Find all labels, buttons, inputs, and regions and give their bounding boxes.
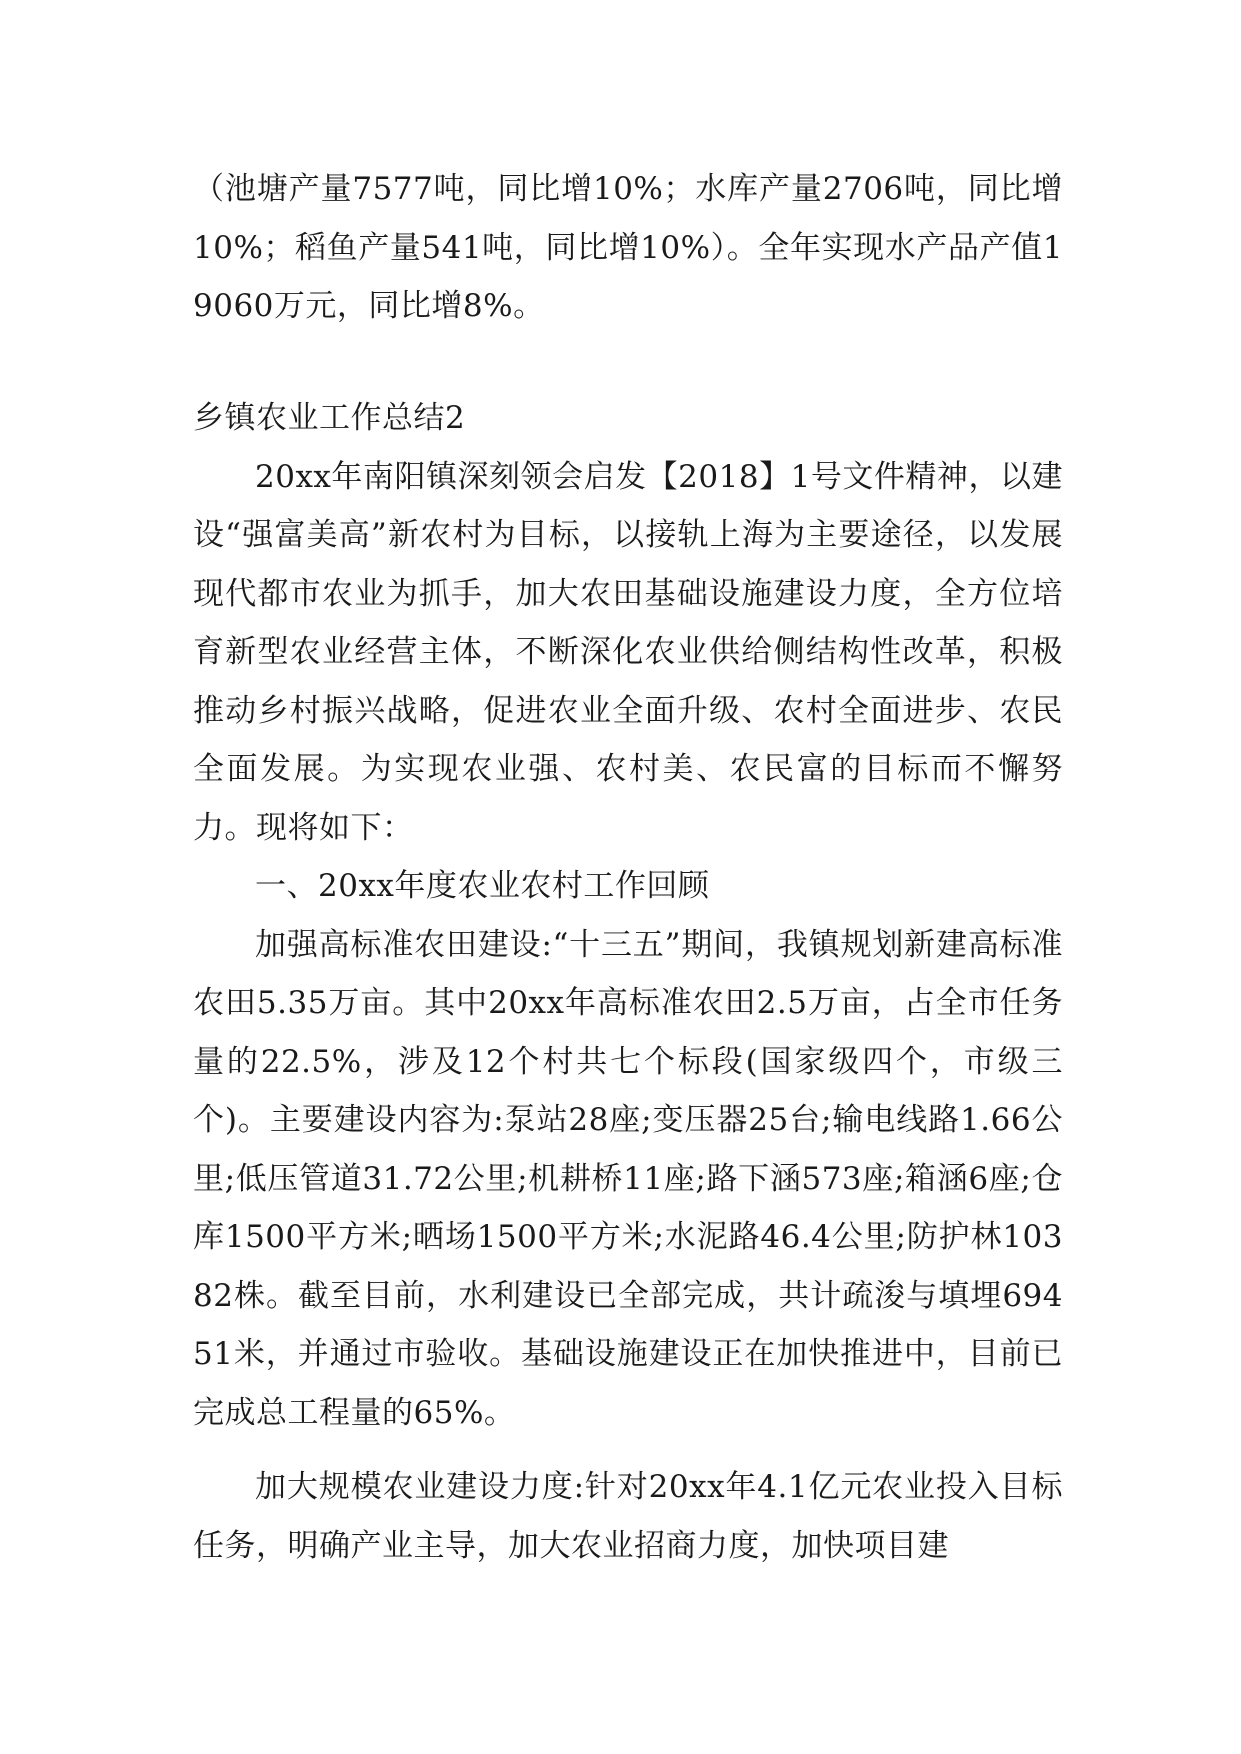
- section-block: [193, 389, 1063, 1575]
- body-paragraph-scale-agriculture: 加大规模农业建设力度:针对20xx年4.1亿元农业投入目标任务，明确产业主导，加大农业招商力度，加快项目建: [193, 1469, 1063, 1564]
- body-paragraph-intro: 20xx年南阳镇深刻领会启发【2018】1号文件精神，以建设“强富美高”新农村为目标，以接轨上海为主要途径，以发展现代都市农业为抓手，加大农田基础设施建设力度，全方位培育新型农业经营主体，不断深化农业供给侧结构性改革，积极推动乡村振兴战略，促进农业全面升级、农村全面进步、农民全面发展。为实现农业强、农村美、农民富的目标而不懈努力。现将如下：: [193, 458, 1063, 846]
- section-subheading: 一、20xx年度农业农村工作回顾: [255, 868, 710, 904]
- intro-block: [193, 160, 1063, 336]
- intro-paragraph: （池塘产量7577吨，同比增10%；水库产量2706吨，同比增10%；稻鱼产量541吨，同比增10%）。全年实现水产品产值19060万元，同比增8%。: [193, 171, 1063, 324]
- body-paragraph-farmland: 加强高标准农田建设:“十三五”期间，我镇规划新建高标准农田5.35万亩。其中20xx年高标准农田2.5万亩，占全市任务量的22.5%，涉及12个村共七个标段(国家级四个，市级三个)。主要建设内容为:泵站28座;变压器25台;输电线路1.66公里;低压管道31.72公里;机耕桥11座;路下涵573座;箱涵6座;仓库1500平方米;晒场1500平方米;水泥路46.4公里;防护林10382株。截至目前，水利建设已全部完成，共计疏浚与填埋69451米，并通过市验收。基础设施建设正在加快推进中，目前已完成总工程量的65%。: [193, 926, 1063, 1431]
- section-title: 乡镇农业工作总结2: [193, 400, 466, 436]
